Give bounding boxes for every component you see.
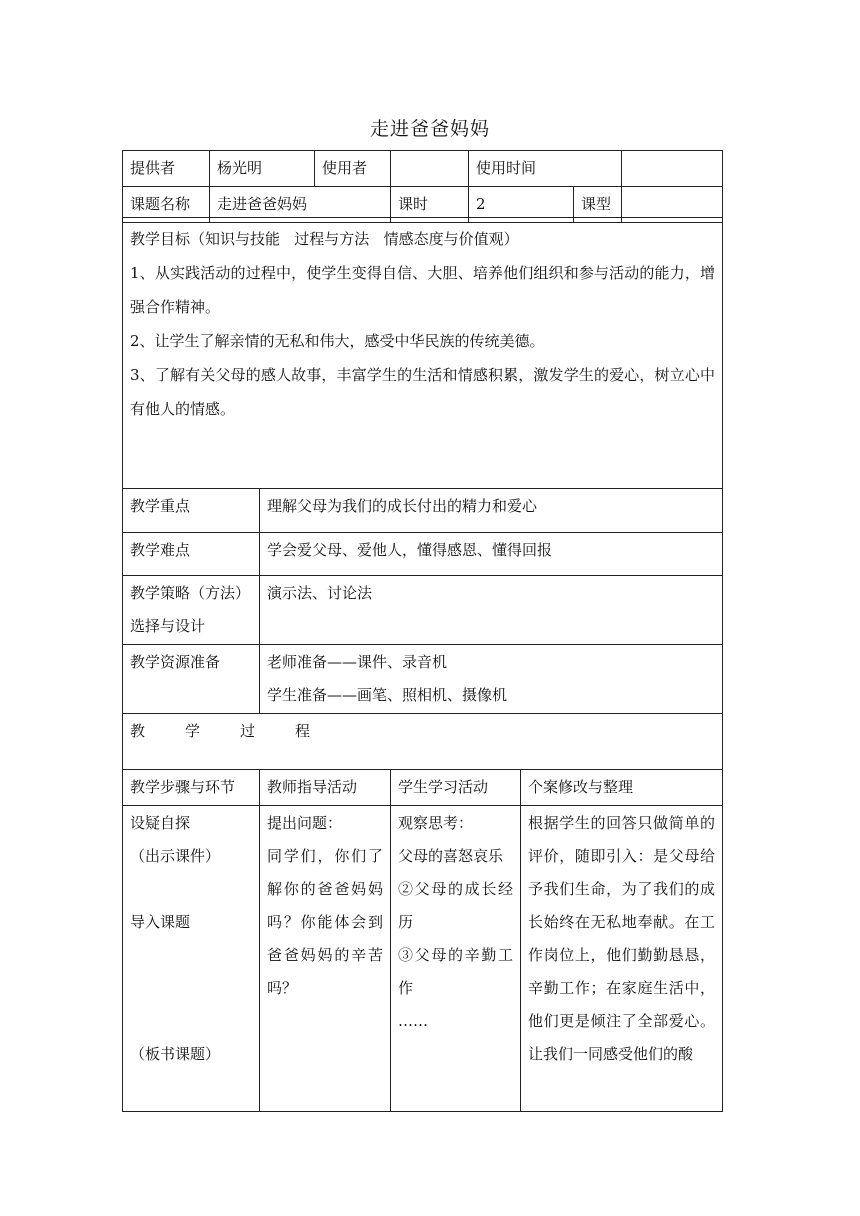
process-header-step: 教学步骤与环节	[123, 770, 260, 806]
student-item-1: 父母的喜怒哀乐	[398, 847, 504, 865]
student-item-2: ②父母的成长经历	[398, 880, 513, 931]
goal-item-3: 3、了解有关父母的感人故事，丰富学生的生活和情感积累，激发学生的爱心，树立心中有他人的情感。	[130, 366, 715, 418]
goals-heading: 教学目标（知识与技能 过程与方法 情感态度与价值观）	[130, 230, 519, 248]
hours-label: 课时	[391, 187, 469, 223]
provider-value: 杨光明	[210, 151, 315, 187]
difficulty-value: 学会爱父母、爱他人，懂得感恩、懂得回报	[260, 533, 723, 576]
student-item-3: ③父母的辛勤工作	[398, 946, 513, 997]
student-line-1: 观察思考：	[398, 814, 474, 832]
step-line-1: 设疑自探	[130, 814, 191, 832]
process-char-1: 教	[130, 722, 146, 740]
process-char-2: 学	[185, 722, 201, 740]
strategy-label	[123, 576, 260, 645]
teacher-activity-cell	[260, 806, 391, 1112]
hours-value: 2	[469, 187, 574, 223]
time-value	[622, 151, 723, 187]
process-heading	[123, 714, 723, 770]
topic-label: 课题名称	[123, 187, 210, 223]
teacher-line-1: 提出问题：	[267, 814, 343, 832]
process-char-4: 程	[295, 722, 311, 740]
info-table	[122, 150, 723, 223]
difficulty-label: 教学难点	[123, 533, 260, 576]
time-label: 使用时间	[469, 151, 622, 187]
plan-table	[122, 217, 723, 1112]
step-line-4: （板书课题）	[130, 1045, 221, 1063]
resource-value	[260, 645, 723, 714]
strategy-label-line2: 选择与设计	[130, 617, 206, 635]
resource-teacher: 老师准备——课件、录音机	[267, 653, 448, 671]
step-line-3: 导入课题	[130, 913, 191, 931]
page-title: 走进爸爸妈妈	[369, 118, 490, 140]
student-ellipsis: ……	[398, 1012, 428, 1030]
strategy-value: 演示法、讨论法	[260, 576, 723, 645]
goals-cell	[123, 218, 723, 489]
teacher-body: 同学们，你们了解你的爸爸妈妈吗？你能体会到爸爸妈妈的辛苦吗？	[267, 847, 383, 997]
type-label: 课型	[574, 187, 622, 223]
notes-cell: 根据学生的回答只做简单的评价，随即引入：是父母给予我们生命，为了我们的成长始终在无私地奉献。在工作岗位上，他们勤勤恳恳，辛勤工作；在家庭生活中，他们更是倾注了全部爱心。让我们一同感受他们的酸	[521, 806, 723, 1112]
goal-item-1: 1、从实践活动的过程中，使学生变得自信、大胆、培养他们组织和参与活动的能力，增强合作精神。	[130, 264, 715, 316]
provider-label: 提供者	[123, 151, 210, 187]
step-line-2: （出示课件）	[130, 847, 221, 865]
process-header-student: 学生学习活动	[391, 770, 521, 806]
resource-label: 教学资源准备	[123, 645, 260, 714]
user-label: 使用者	[315, 151, 391, 187]
topic-value: 走进爸爸妈妈	[210, 187, 391, 223]
process-header-notes: 个案修改与整理	[521, 770, 723, 806]
key-label: 教学重点	[123, 489, 260, 533]
strategy-label-line1: 教学策略（方法）	[130, 584, 251, 602]
student-activity-cell	[391, 806, 521, 1112]
process-header-teacher: 教师指导活动	[260, 770, 391, 806]
goal-item-2: 2、让学生了解亲情的无私和伟大，感受中华民族的传统美德。	[130, 332, 545, 350]
step-cell	[123, 806, 260, 1112]
resource-student: 学生准备——画笔、照相机、摄像机	[267, 686, 508, 704]
key-value: 理解父母为我们的成长付出的精力和爱心	[260, 489, 723, 533]
user-value	[391, 151, 469, 187]
process-char-3: 过	[240, 722, 256, 740]
